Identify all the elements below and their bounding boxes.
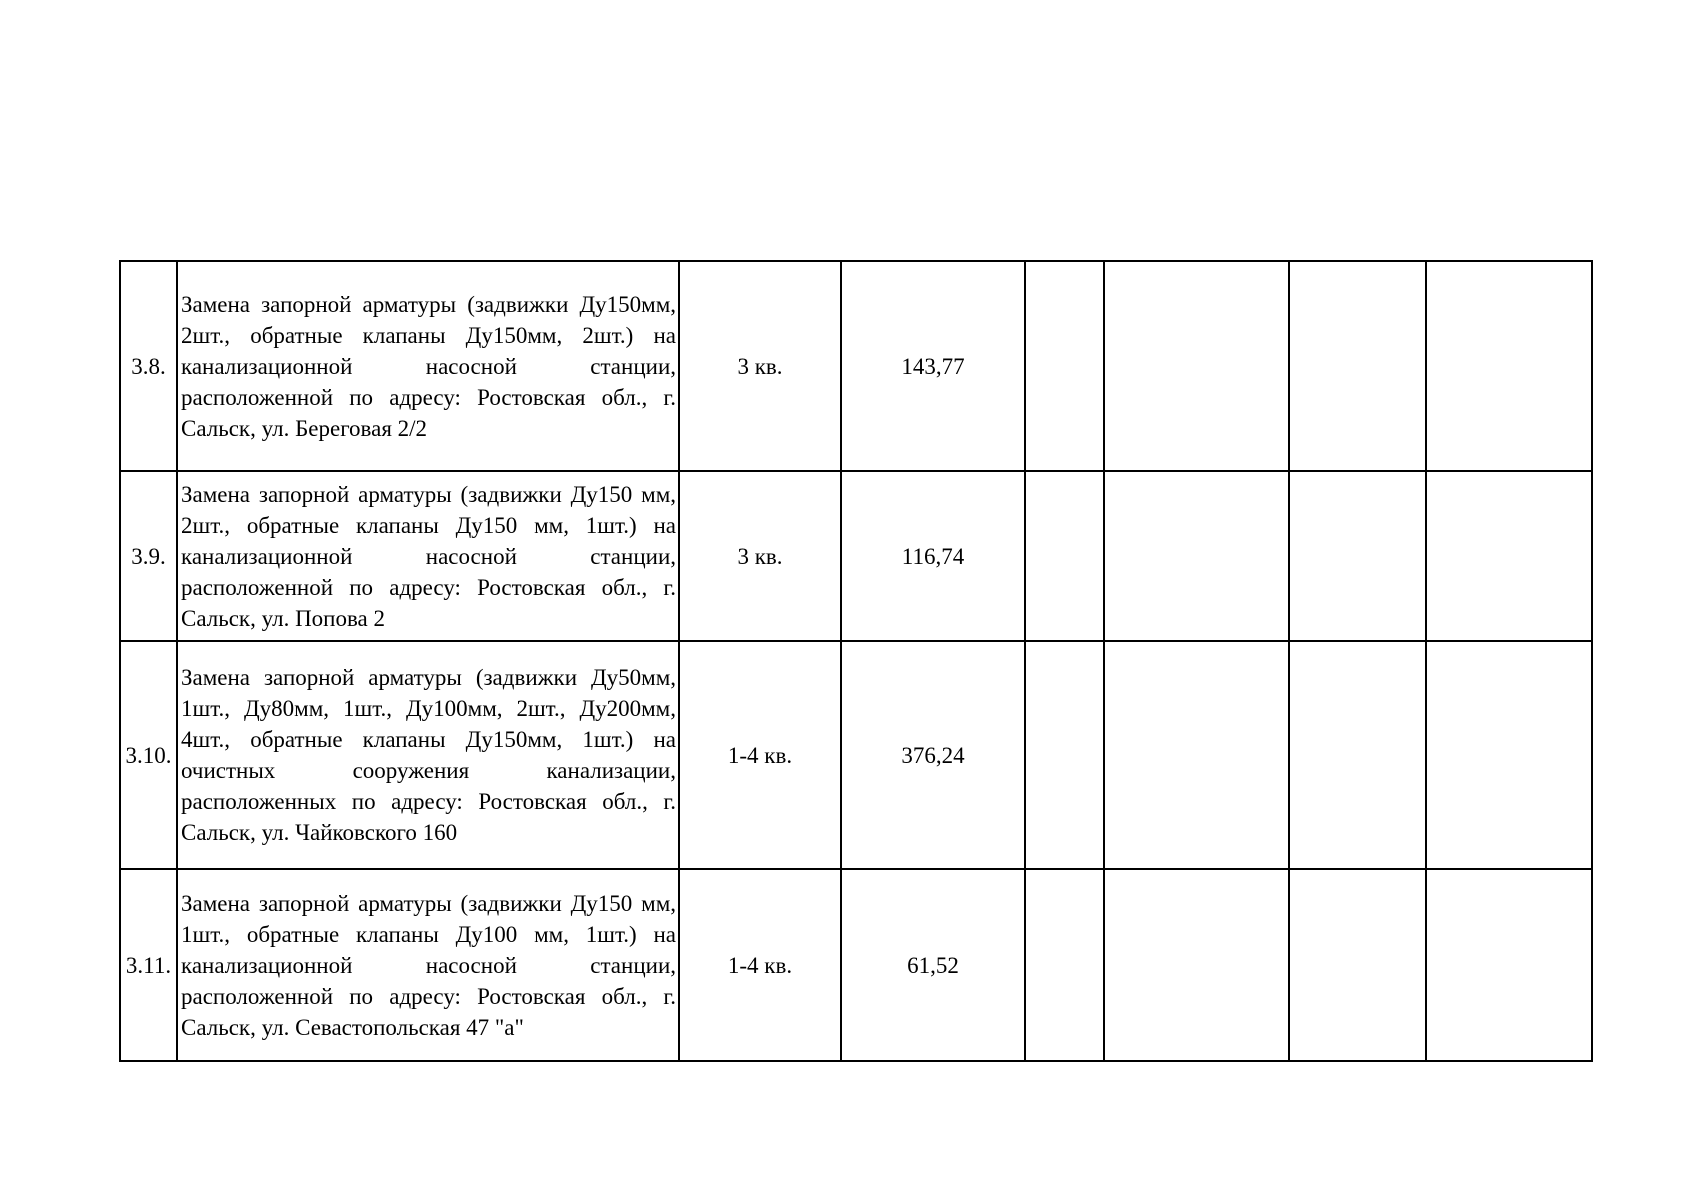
row-number: 3.11. <box>120 869 177 1061</box>
empty-cell <box>1289 869 1426 1061</box>
empty-cell <box>1104 471 1289 641</box>
empty-cell <box>1104 261 1289 471</box>
row-number: 3.9. <box>120 471 177 641</box>
empty-cell <box>1289 641 1426 869</box>
work-amount: 61,52 <box>841 869 1025 1061</box>
empty-cell <box>1104 641 1289 869</box>
empty-cell <box>1025 261 1104 471</box>
work-period: 1-4 кв. <box>679 641 841 869</box>
empty-cell <box>1025 641 1104 869</box>
row-number: 3.10. <box>120 641 177 869</box>
work-description: Замена запорной арматуры (задвижки Ду50мм, 1шт., Ду80мм, 1шт., Ду100мм, 2шт., Ду200мм, 4шт., обратные клапаны Ду150мм, 1шт.) на очистных сооружения канализации, расположенных по адресу: Ростовская обл., г. Сальск, ул. Чайковского 160 <box>177 641 679 869</box>
table-row <box>120 641 1592 869</box>
empty-cell <box>1426 869 1592 1061</box>
work-period: 3 кв. <box>679 471 841 641</box>
empty-cell <box>1025 869 1104 1061</box>
works-table <box>119 260 1593 1062</box>
empty-cell <box>1426 261 1592 471</box>
empty-cell <box>1426 641 1592 869</box>
work-description: Замена запорной арматуры (задвижки Ду150мм, 2шт., обратные клапаны Ду150мм, 2шт.) на канализационной насосной станции, расположенной по адресу: Ростовская обл., г. Сальск, ул. Береговая 2/2 <box>177 261 679 471</box>
work-period: 3 кв. <box>679 261 841 471</box>
work-amount: 143,77 <box>841 261 1025 471</box>
table-row <box>120 471 1592 641</box>
empty-cell <box>1289 261 1426 471</box>
row-number: 3.8. <box>120 261 177 471</box>
table-row <box>120 261 1592 471</box>
empty-cell <box>1104 869 1289 1061</box>
work-description: Замена запорной арматуры (задвижки Ду150 мм, 1шт., обратные клапаны Ду100 мм, 1шт.) на канализационной насосной станции, расположенной по адресу: Ростовская обл., г. Сальск, ул. Севастопольская 47 "а" <box>177 869 679 1061</box>
empty-cell <box>1289 471 1426 641</box>
empty-cell <box>1025 471 1104 641</box>
work-period: 1-4 кв. <box>679 869 841 1061</box>
table-row <box>120 869 1592 1061</box>
work-amount: 376,24 <box>841 641 1025 869</box>
work-amount: 116,74 <box>841 471 1025 641</box>
work-description: Замена запорной арматуры (задвижки Ду150 мм, 2шт., обратные клапаны Ду150 мм, 1шт.) на канализационной насосной станции, расположенной по адресу: Ростовская обл., г. Сальск, ул. Попова 2 <box>177 471 679 641</box>
empty-cell <box>1426 471 1592 641</box>
